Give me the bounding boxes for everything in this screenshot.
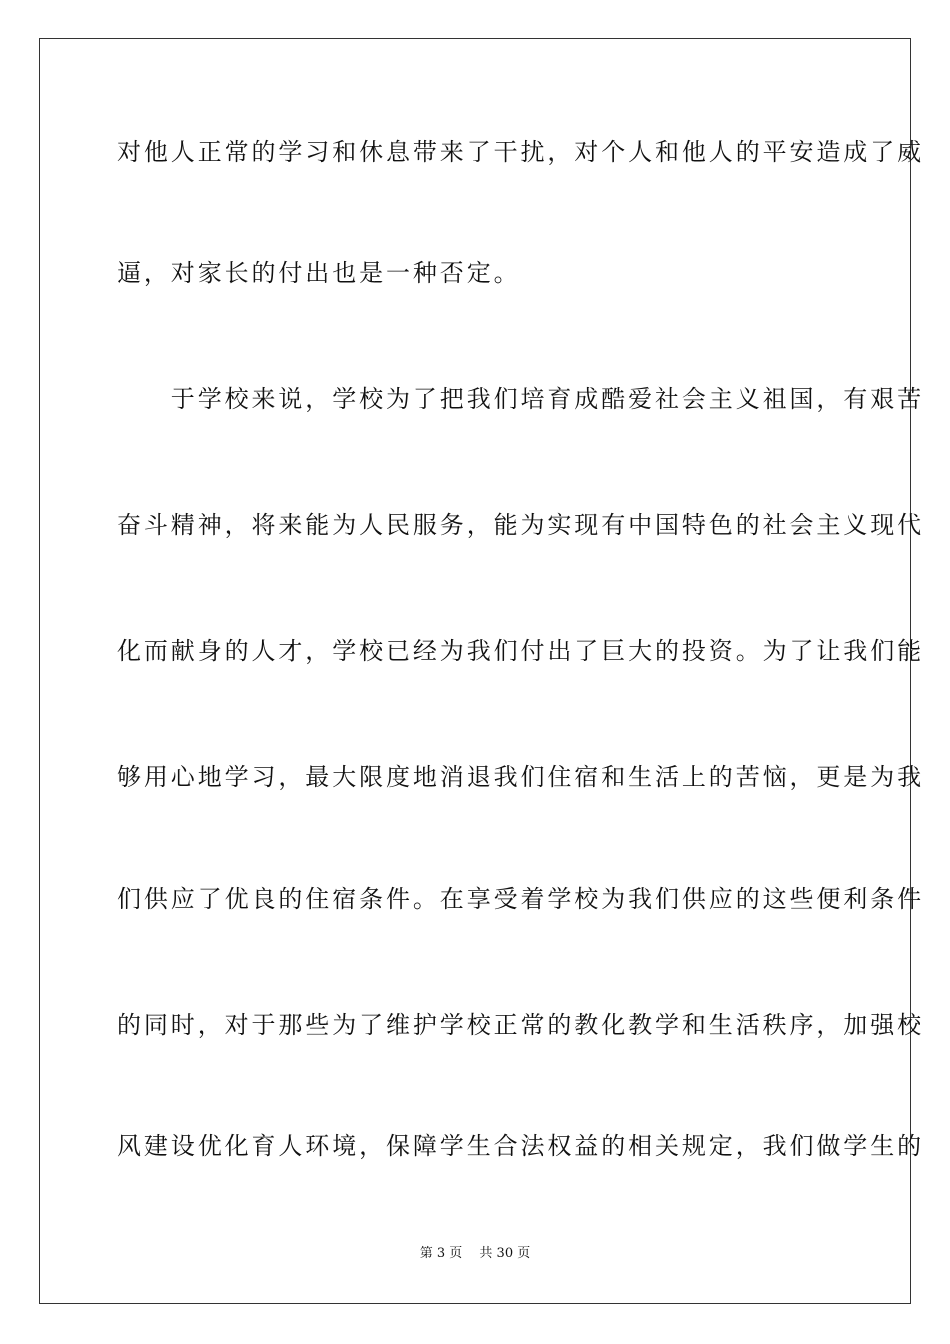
body-text-line: 对他人正常的学习和休息带来了干扰，对个人和他人的平安造成了威: [117, 138, 924, 166]
body-text-line: 化而献身的人才，学校已经为我们付出了巨大的投资。为了让我们能: [117, 637, 924, 665]
body-text-line: 于学校来说，学校为了把我们培育成酷爱社会主义祖国，有艰苦: [117, 385, 924, 413]
page-border: [39, 38, 924, 1304]
body-text-line: 风建设优化育人环境，保障学生合法权益的相关规定，我们做学生的: [117, 1132, 924, 1160]
body-text-line: 奋斗精神，将来能为人民服务，能为实现有中国特色的社会主义现代: [117, 511, 924, 539]
body-text-line: 们供应了优良的住宿条件。在享受着学校为我们供应的这些便利条件: [117, 885, 924, 913]
body-text-line: 逼，对家长的付出也是一种否定。: [117, 259, 521, 287]
body-text-line: 够用心地学习，最大限度地消退我们住宿和生活上的苦恼，更是为我: [117, 763, 924, 791]
page-number-footer: 第 3 页 共 30 页: [419, 1246, 531, 1261]
body-text-line: 的同时，对于那些为了维护学校正常的教化教学和生活秩序，加强校: [117, 1011, 924, 1039]
